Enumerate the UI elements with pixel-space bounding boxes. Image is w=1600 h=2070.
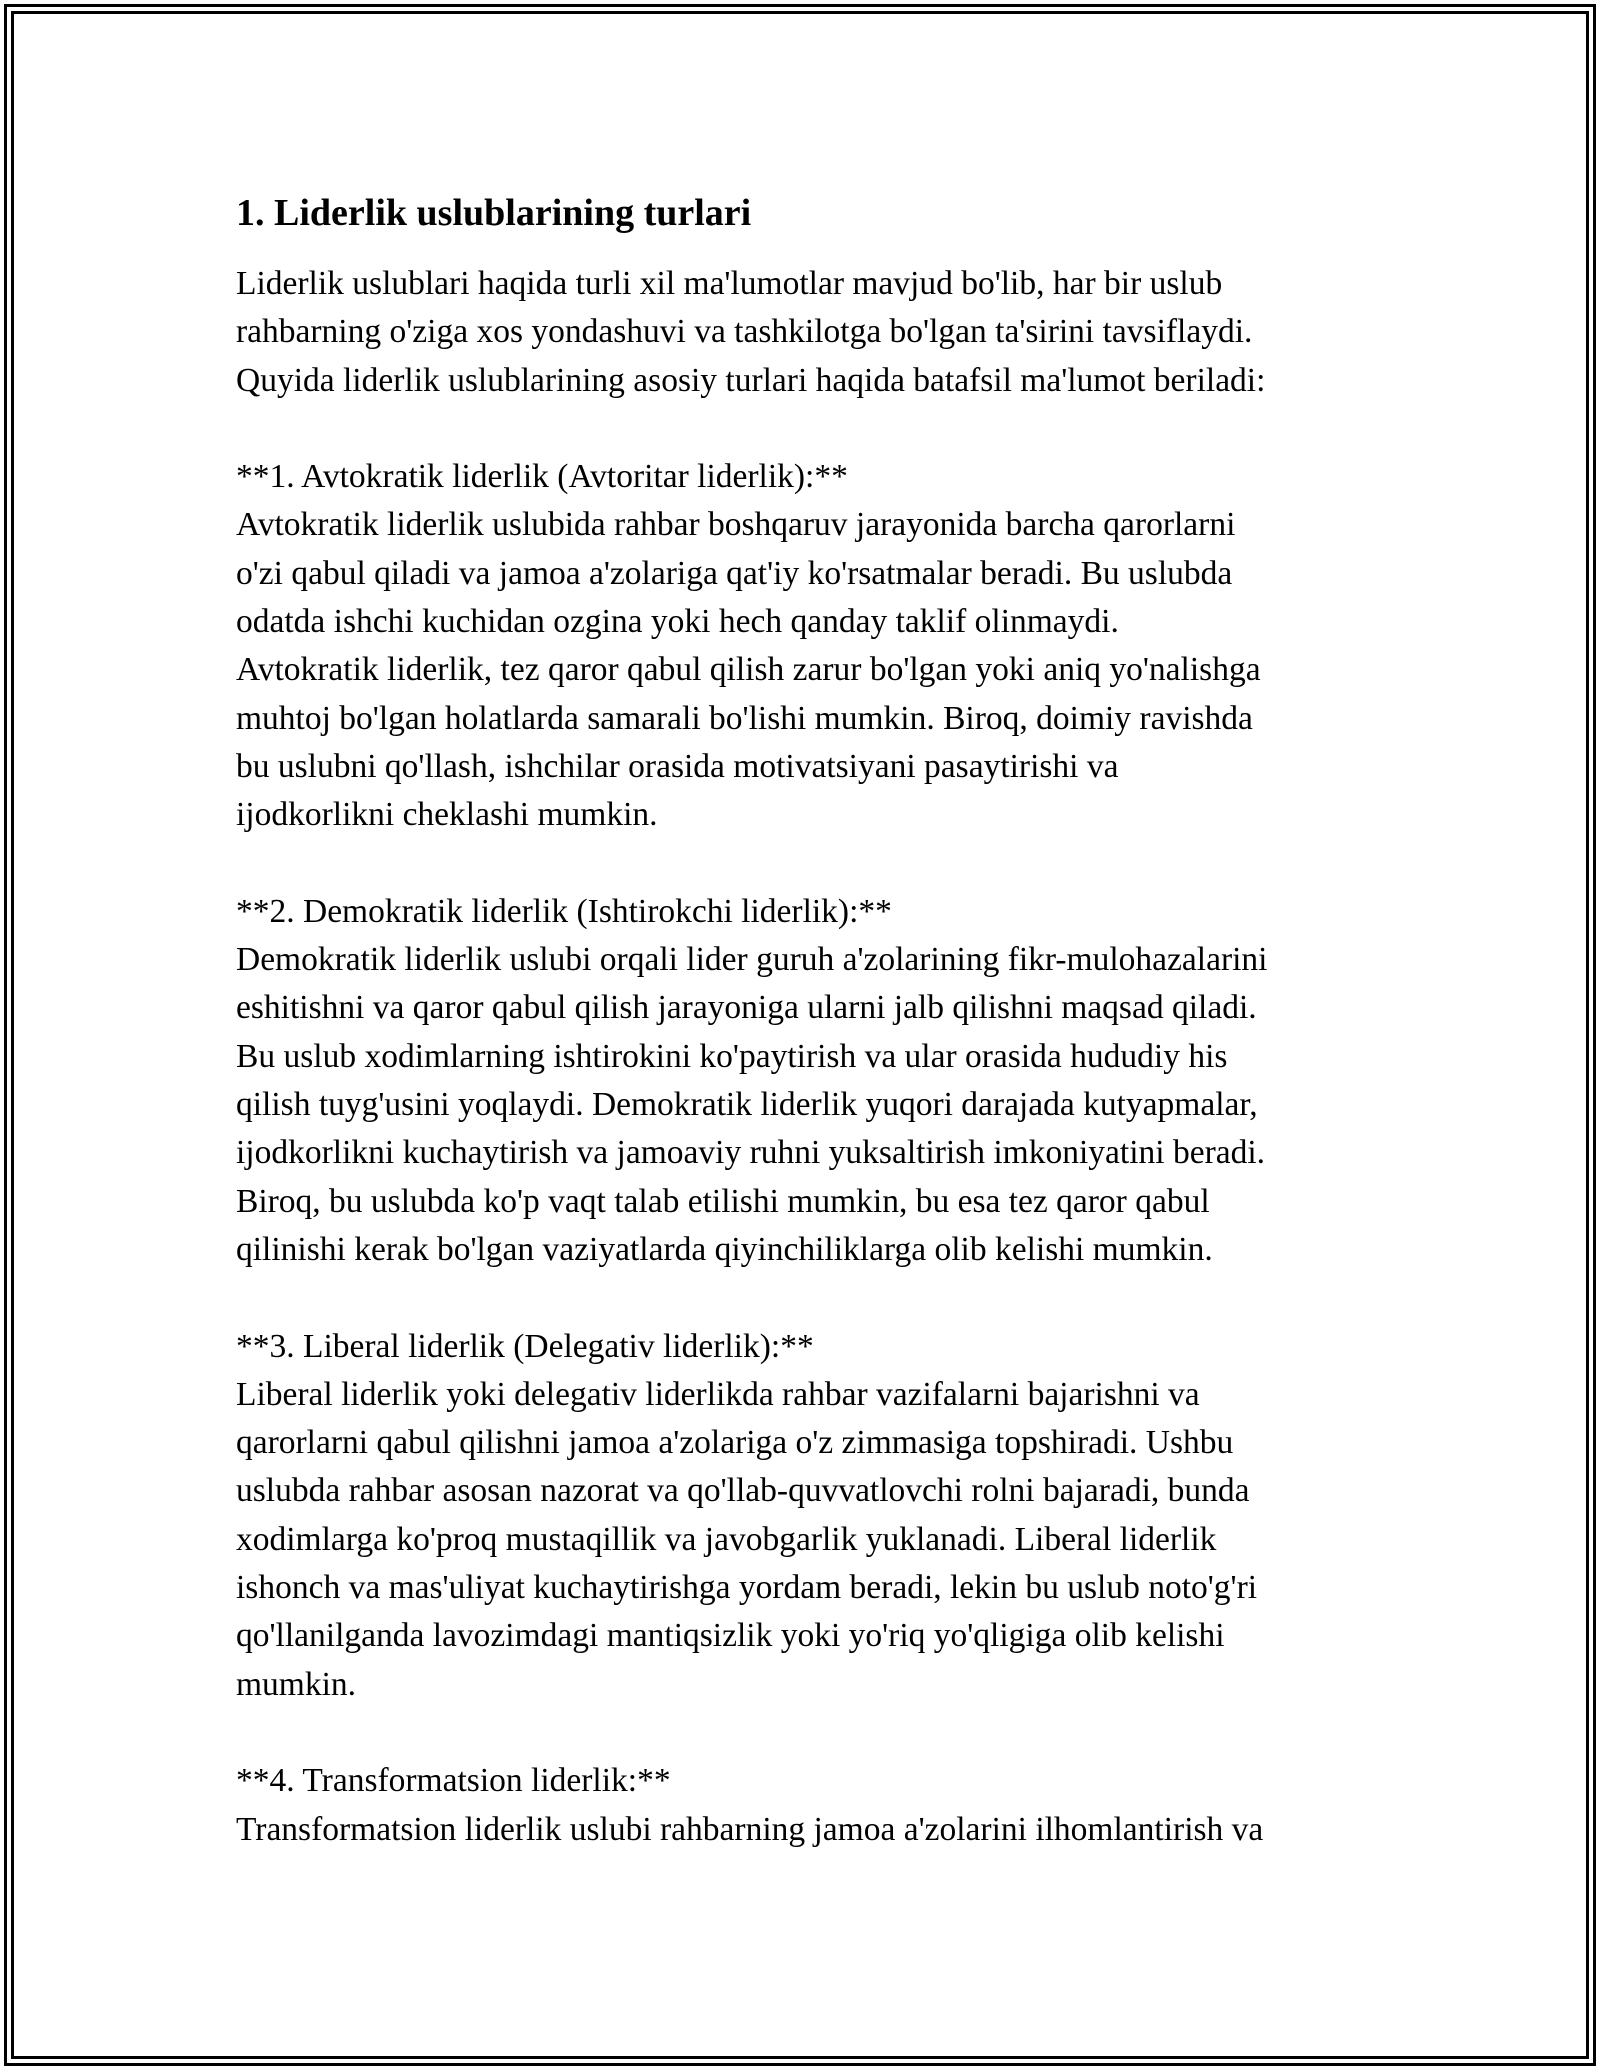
text-line: xodimlarga ko'proq mustaqillik va javobgarlik yuklanadi. Liberal liderlik [236, 1520, 1217, 1558]
blank-line [236, 405, 1386, 453]
intro-paragraph [236, 260, 1386, 1854]
text-line: ishonch va mas'uliyat kuchaytirishga yordam beradi, lekin bu uslub noto'g'ri [236, 1569, 1258, 1607]
section-heading: **1. Avtokratik liderlik (Avtoritar liderlik):** [236, 458, 848, 496]
text-line: Biroq, bu uslubda ko'p vaqt talab etilishi mumkin, bu esa tez qaror qabul [236, 1182, 1210, 1220]
section-heading: **2. Demokratik liderlik (Ishtirokchi liderlik):** [236, 892, 892, 930]
text-line: muhtoj bo'lgan holatlarda samarali bo'lishi mumkin. Biroq, doimiy ravishda [236, 699, 1253, 737]
section-heading: **4. Transformatsion liderlik:** [236, 1762, 671, 1800]
text-line: ijodkorlikni kuchaytirish va jamoaviy ruhni yuksaltirish imkoniyatini beradi. [236, 1134, 1266, 1172]
document-title: 1. Liderlik uslublarining turlari [236, 192, 752, 234]
text-line: Avtokratik liderlik, tez qaror qabul qilish zarur bo'lgan yoki aniq yo'nalishga [236, 651, 1261, 689]
text-line: o'zi qabul qiladi va jamoa a'zolariga qat'iy ko'rsatmalar beradi. Bu uslubda [236, 554, 1233, 592]
text-line: mumkin. [236, 1665, 357, 1703]
text-line: odatda ishchi kuchidan ozgina yoki hech qanday taklif olinmaydi. [236, 603, 1119, 641]
text-line: eshitishni va qaror qabul qilish jarayoniga ularni jalb qilishni maqsad qiladi. [236, 989, 1257, 1027]
text-line: Quyida liderlik uslublarining asosiy turlari haqida batafsil ma'lumot beriladi: [236, 361, 1266, 399]
text-line: Bu uslub xodimlarning ishtirokini ko'paytirish va ular orasida hududiy his [236, 1037, 1228, 1075]
text-line: uslubda rahbar asosan nazorat va qo'llab-quvvatlovchi rolni bajaradi, bunda [236, 1472, 1250, 1510]
text-line: ijodkorlikni cheklashi mumkin. [236, 796, 658, 834]
text-line: qarorlarni qabul qilishni jamoa a'zolariga o'z zimmasiga topshiradi. Ushbu [236, 1424, 1234, 1462]
text-line: Liderlik uslublari haqida turli xil ma'lumotlar mavjud bo'lib, har bir uslub [236, 265, 1223, 302]
text-line: bu uslubni qo'llash, ishchilar orasida motivatsiyani pasaytirishi va [236, 747, 1119, 785]
blank-line [236, 1709, 1386, 1757]
blank-line [236, 840, 1386, 888]
text-line: Avtokratik liderlik uslubida rahbar boshqaruv jarayonida barcha qarorlarni [236, 506, 1236, 544]
text-line: Liberal liderlik yoki delegativ liderlikda rahbar vazifalarni bajarishni va [236, 1375, 1200, 1413]
document-body [236, 188, 1386, 1854]
text-line: Demokratik liderlik uslubi orqali lider guruh a'zolarining fikr-mulohazalarini [236, 941, 1268, 979]
blank-line [236, 1274, 1386, 1322]
text-line: qilinishi kerak bo'lgan vaziyatlarda qiyinchiliklarga olib kelishi mumkin. [236, 1230, 1213, 1268]
text-line: qilish tuyg'usini yoqlaydi. Demokratik liderlik yuqori darajada kutyapmalar, [236, 1086, 1258, 1124]
text-line: rahbarning o'ziga xos yondashuvi va tashkilotga bo'lgan ta'sirini tavsiflaydi. [236, 313, 1253, 351]
text-line: qo'llanilganda lavozimdagi mantiqsizlik yoki yo'riq yo'qligiga olib kelishi [236, 1617, 1225, 1655]
section-heading: **3. Liberal liderlik (Delegativ liderlik):** [236, 1327, 814, 1365]
text-line: Transformatsion liderlik uslubi rahbarning jamoa a'zolarini ilhomlantirish va [236, 1810, 1264, 1848]
